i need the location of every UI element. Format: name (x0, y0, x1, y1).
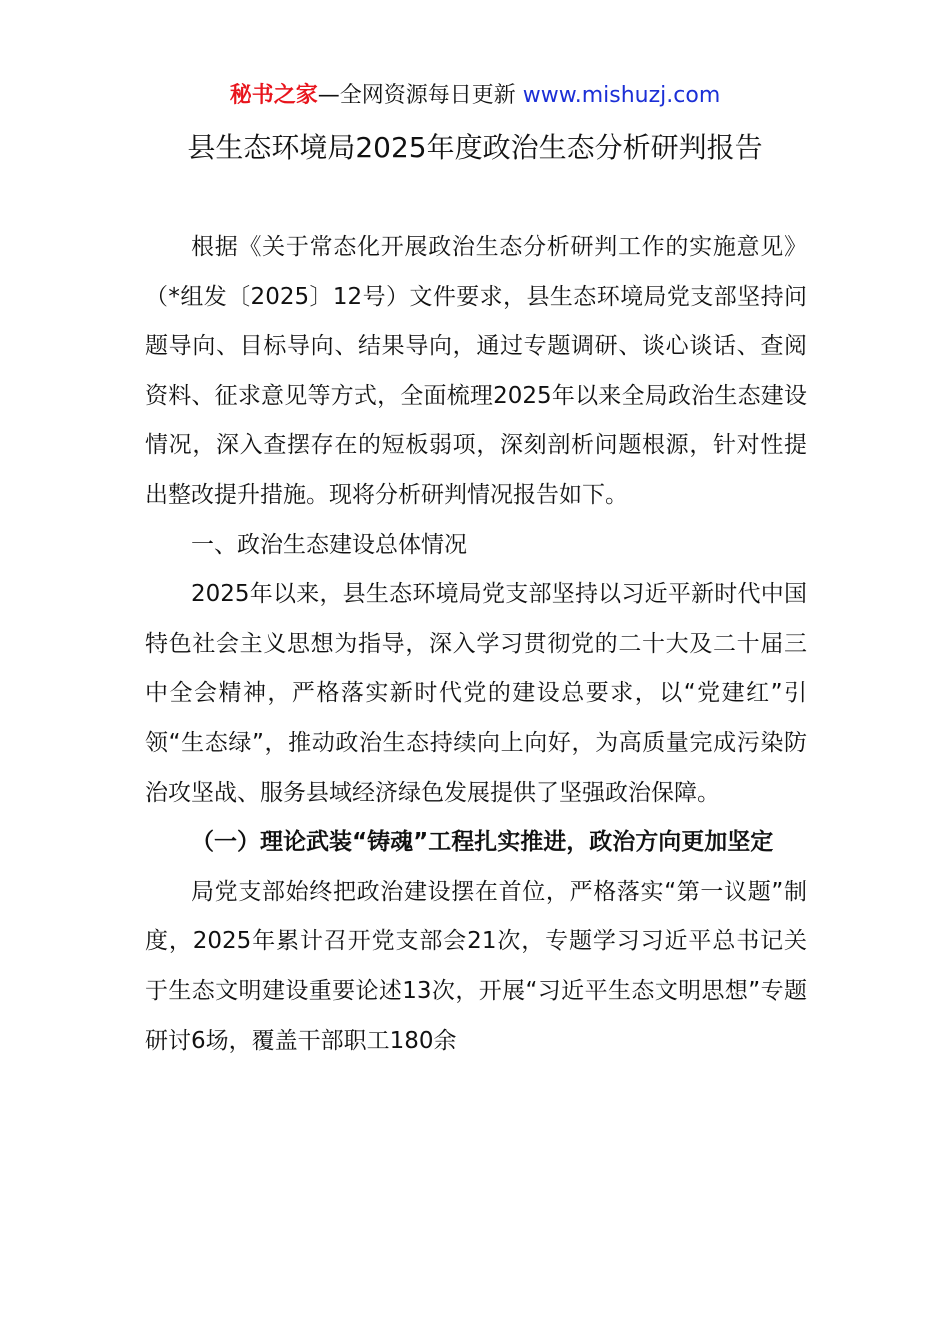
section-heading: 一、政治生态建设总体情况 (191, 531, 467, 558)
site-banner (0, 80, 950, 112)
intro-paragraph: 根据《关于常态化开展政治生态分析研判工作的实施意见》（*组发〔2025〕12号）文件要求，县生态环境局党支部坚持问题导向、目标导向、结果导向，通过专题调研、谈心谈话、查阅资料、征求意见等方式，全面梳理2025年以来全局政治生态建设情况，深入查摆存在的短板弱项，深刻剖析问题根源，针对性提出整改提升措施。现将分析研判情况报告如下。 (145, 234, 807, 508)
document-body (145, 223, 807, 1066)
theory-paragraph: 局党支部始终把政治建设摆在首位，严格落实“第一议题”制度，2025年累计召开党支部会21次，专题学习习近平总书记关于生态文明建设重要论述13次，开展“习近平生态文明思想”专题研讨6场，覆盖干部职工180余 (145, 878, 807, 1054)
subsection-heading: （一）理论武装“铸魂”工程扎实推进，政治方向更加坚定 (191, 829, 774, 856)
site-slogan: —全网资源每日更新 (317, 83, 523, 108)
overview-paragraph: 2025年以来，县生态环境局党支部坚持以习近平新时代中国特色社会主义思想为指导，深入学习贯彻党的二十大及二十届三中全会精神，严格落实新时代党的建设总要求，以“党建红”引领“生态绿”，推动政治生态持续向上向好，为高质量完成污染防治攻坚战、服务县域经济绿色发展提供了坚强政治保障。 (145, 581, 807, 806)
site-url-link[interactable]: www.mishuzj.com (522, 83, 721, 108)
brand-name: 秘书之家 (229, 83, 318, 108)
document-title: 县生态环境局2025年度政治生态分析研判报告 (187, 131, 763, 164)
